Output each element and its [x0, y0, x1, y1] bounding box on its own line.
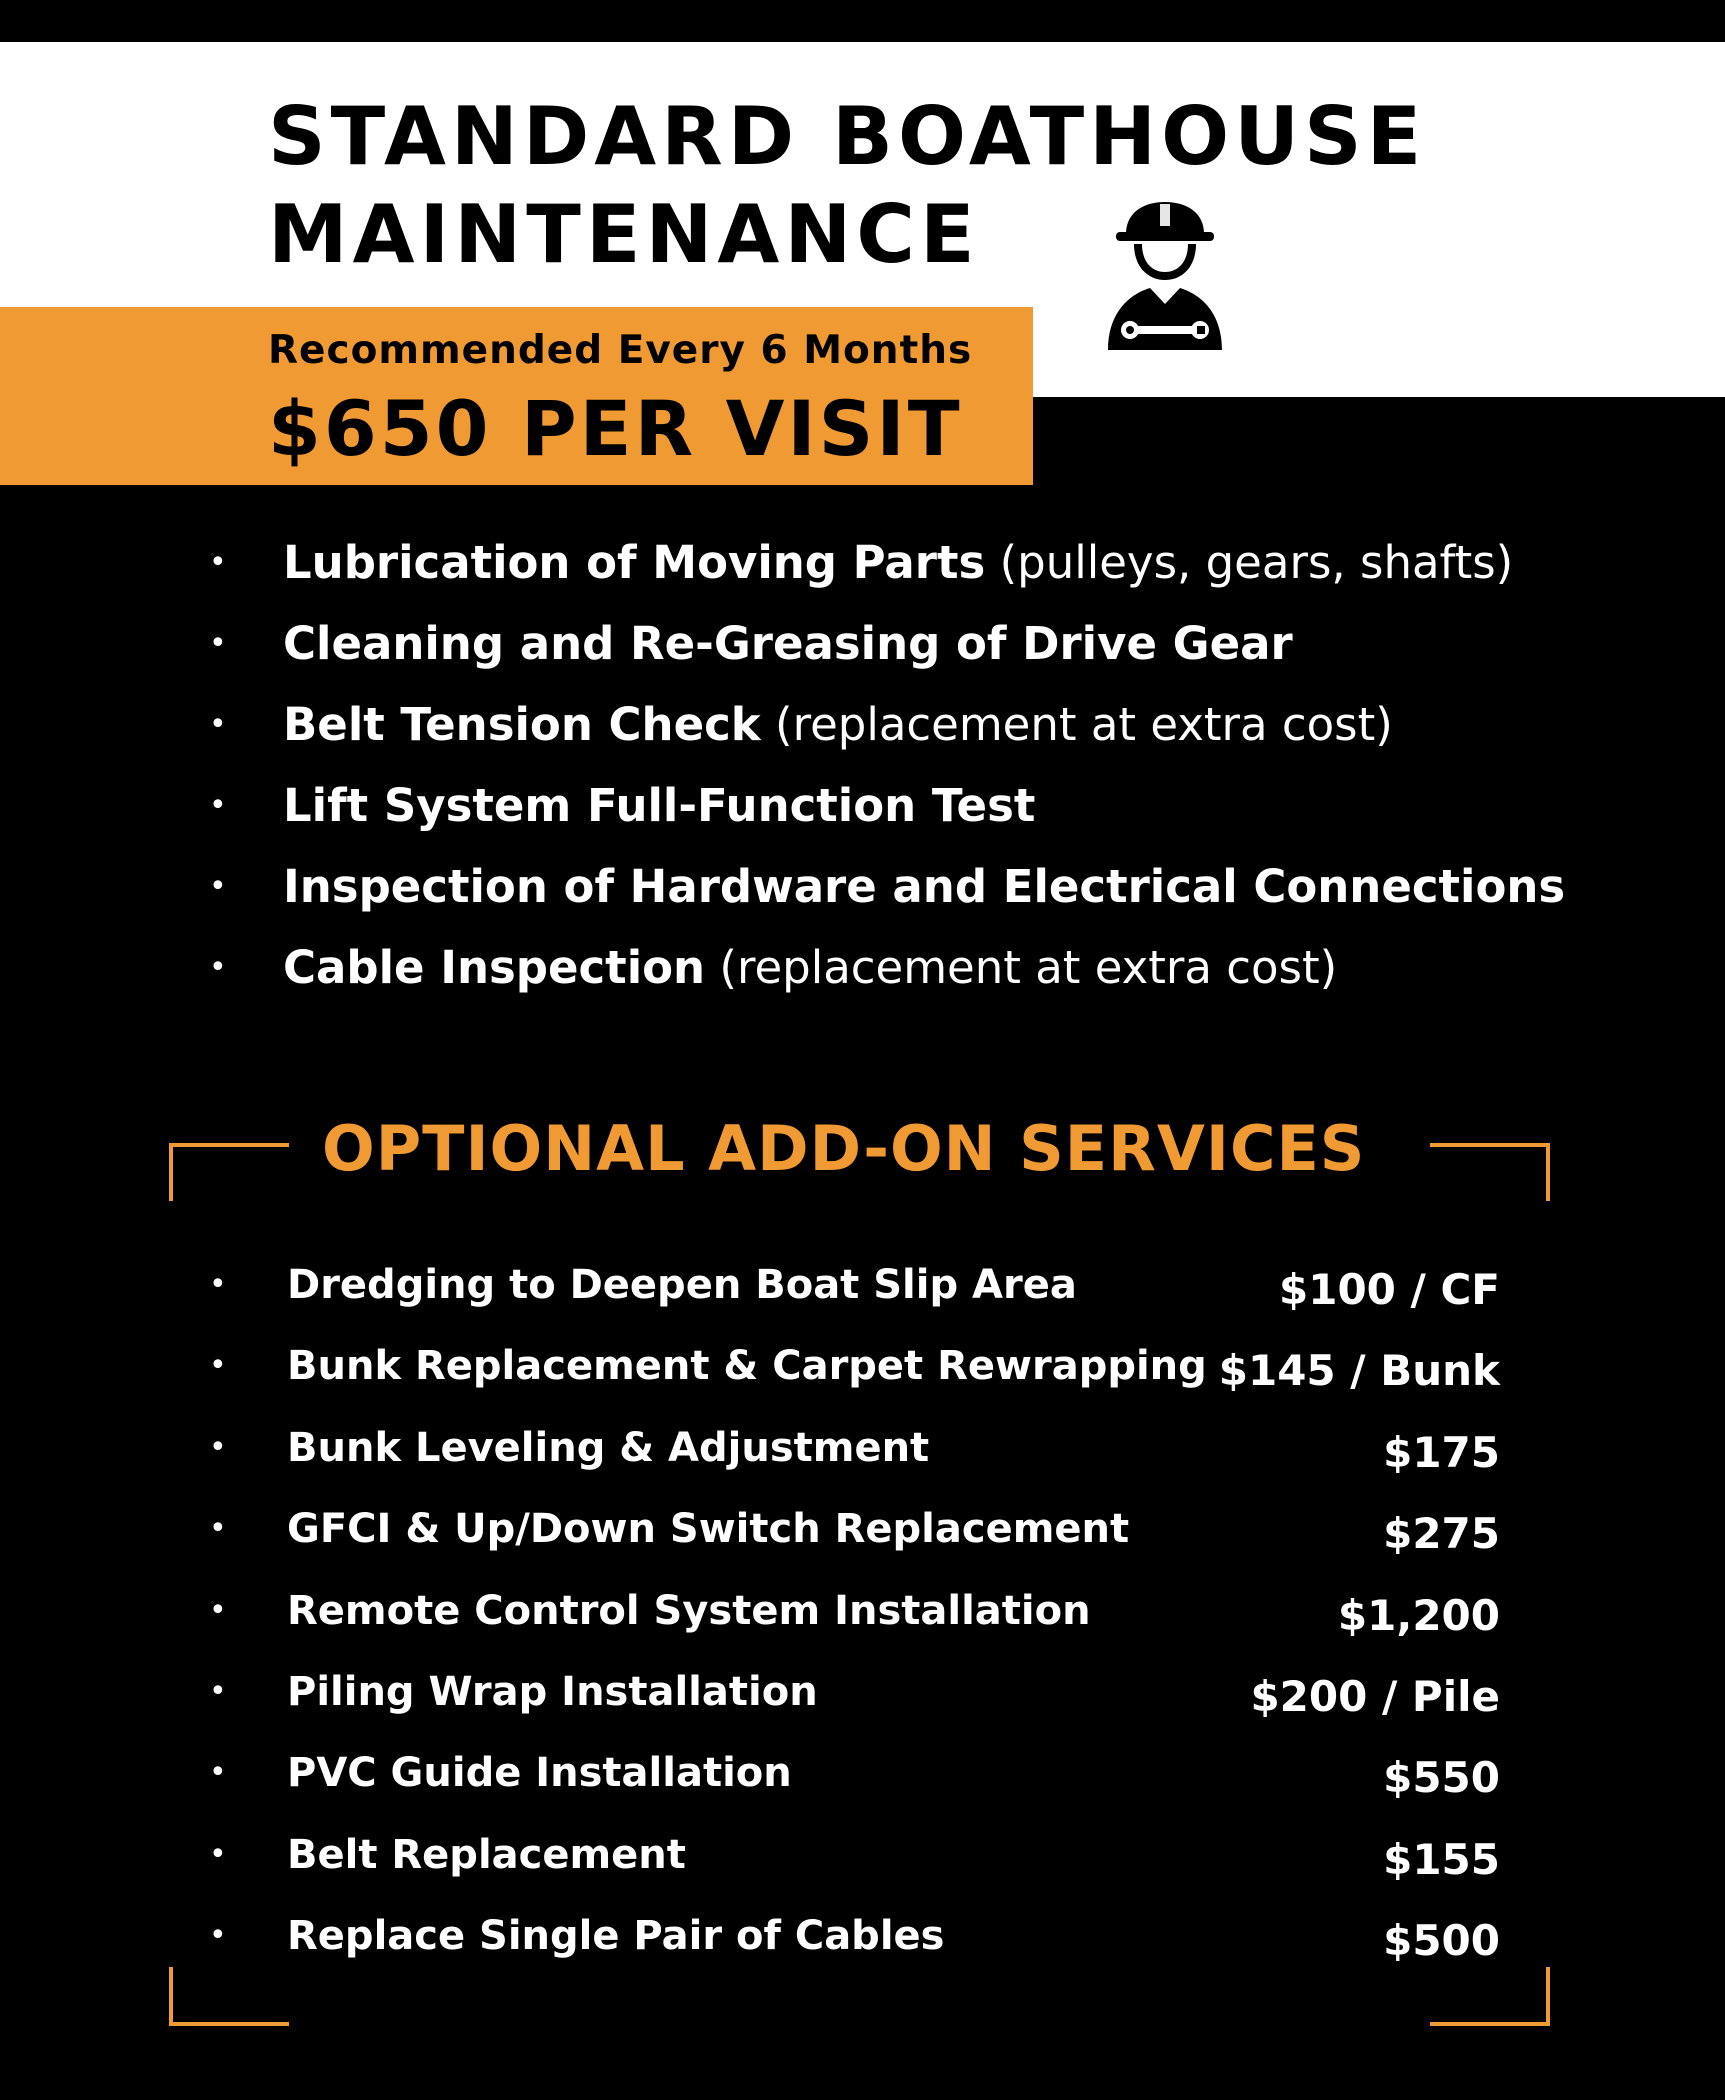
- service-name: Lubrication of Moving Parts: [283, 536, 986, 589]
- bullet-icon: •: [209, 626, 227, 661]
- addon-name: Remote Control System Installation: [287, 1587, 1091, 1634]
- service-name: Inspection of Hardware and Electrical Connections: [283, 860, 1566, 913]
- bullet-icon: •: [209, 1918, 227, 1954]
- bullet-icon: •: [209, 1267, 227, 1302]
- addon-services-list: [200, 1255, 1500, 1988]
- bullet-icon: •: [209, 1429, 227, 1465]
- bullet-icon: •: [209, 707, 227, 742]
- list-item: [200, 528, 1565, 609]
- bullet-icon: •: [209, 1592, 227, 1628]
- addon-price: $275: [1383, 1509, 1500, 1559]
- table-row: [200, 1336, 1500, 1417]
- worker-with-wrench-icon: [1100, 200, 1230, 360]
- list-item: [200, 690, 1565, 771]
- service-note: (replacement at extra cost): [760, 698, 1393, 751]
- visit-price: $650 PER VISIT: [268, 384, 963, 473]
- frame-corner: [169, 1143, 173, 1201]
- service-name: Lift System Full-Function Test: [283, 779, 1036, 832]
- bullet-icon: •: [209, 1836, 227, 1872]
- frame-corner: [169, 1967, 173, 2026]
- addon-name: Dredging to Deepen Boat Slip Area: [287, 1262, 1077, 1308]
- addon-name: Belt Replacement: [287, 1831, 686, 1878]
- addon-price: $155: [1383, 1834, 1500, 1884]
- bullet-icon: •: [209, 1348, 227, 1384]
- addon-name: Bunk Replacement & Carpet Rewrapping: [287, 1343, 1207, 1390]
- table-row: [200, 1581, 1500, 1662]
- bullet-icon: •: [209, 788, 227, 823]
- addon-price: $200 / Pile: [1250, 1671, 1500, 1721]
- service-name: Cleaning and Re-Greasing of Drive Gear: [283, 617, 1293, 670]
- list-item: [200, 852, 1565, 933]
- addon-price: $145 / Bunk: [1218, 1346, 1500, 1396]
- addon-price: $1,200: [1337, 1590, 1500, 1640]
- bullet-icon: •: [209, 950, 227, 985]
- addon-price: $550: [1383, 1753, 1500, 1803]
- service-note: (pulleys, gears, shafts): [985, 536, 1514, 589]
- addon-name: Replace Single Pair of Cables: [287, 1913, 945, 1960]
- included-services-list: [200, 528, 1565, 1014]
- bullet-icon: •: [209, 1673, 227, 1709]
- frame-corner: [169, 1143, 289, 1147]
- service-note: (replacement at extra cost): [705, 941, 1338, 994]
- bullet-icon: •: [209, 1511, 227, 1547]
- table-row: [200, 1825, 1500, 1906]
- addon-price: $175: [1383, 1427, 1500, 1477]
- bullet-icon: •: [209, 545, 227, 580]
- frame-corner: [1430, 1143, 1550, 1147]
- addon-price: $500: [1383, 1916, 1500, 1966]
- list-item: [200, 609, 1565, 690]
- title-line-1: STANDARD BOATHOUSE: [268, 90, 1427, 183]
- page-title: [268, 88, 1426, 284]
- addons-heading: OPTIONAL ADD-ON SERVICES: [322, 1112, 1366, 1185]
- top-black-bar: [0, 0, 1725, 42]
- service-name: Belt Tension Check: [283, 698, 761, 751]
- list-item: [200, 771, 1565, 852]
- addon-name: Piling Wrap Installation: [287, 1668, 818, 1715]
- bullet-icon: •: [209, 869, 227, 904]
- frame-corner: [1546, 1967, 1550, 2026]
- table-row: [200, 1255, 1500, 1336]
- frame-corner: [1546, 1143, 1550, 1201]
- service-name: Cable Inspection: [283, 941, 706, 994]
- frame-corner: [1430, 2022, 1550, 2026]
- table-row: [200, 1418, 1500, 1499]
- bullet-icon: •: [209, 1755, 227, 1791]
- addon-price: $100 / CF: [1279, 1265, 1500, 1314]
- frame-corner: [169, 2022, 289, 2026]
- title-line-2: MAINTENANCE: [268, 188, 980, 281]
- addon-name: GFCI & Up/Down Switch Replacement: [287, 1506, 1130, 1553]
- table-row: [200, 1499, 1500, 1580]
- recommended-frequency: Recommended Every 6 Months: [268, 328, 973, 373]
- table-row: [200, 1662, 1500, 1743]
- addon-name: Bunk Leveling & Adjustment: [287, 1424, 930, 1471]
- list-item: [200, 933, 1565, 1014]
- table-row: [200, 1743, 1500, 1824]
- table-row: [200, 1906, 1500, 1987]
- addon-name: PVC Guide Installation: [287, 1750, 792, 1797]
